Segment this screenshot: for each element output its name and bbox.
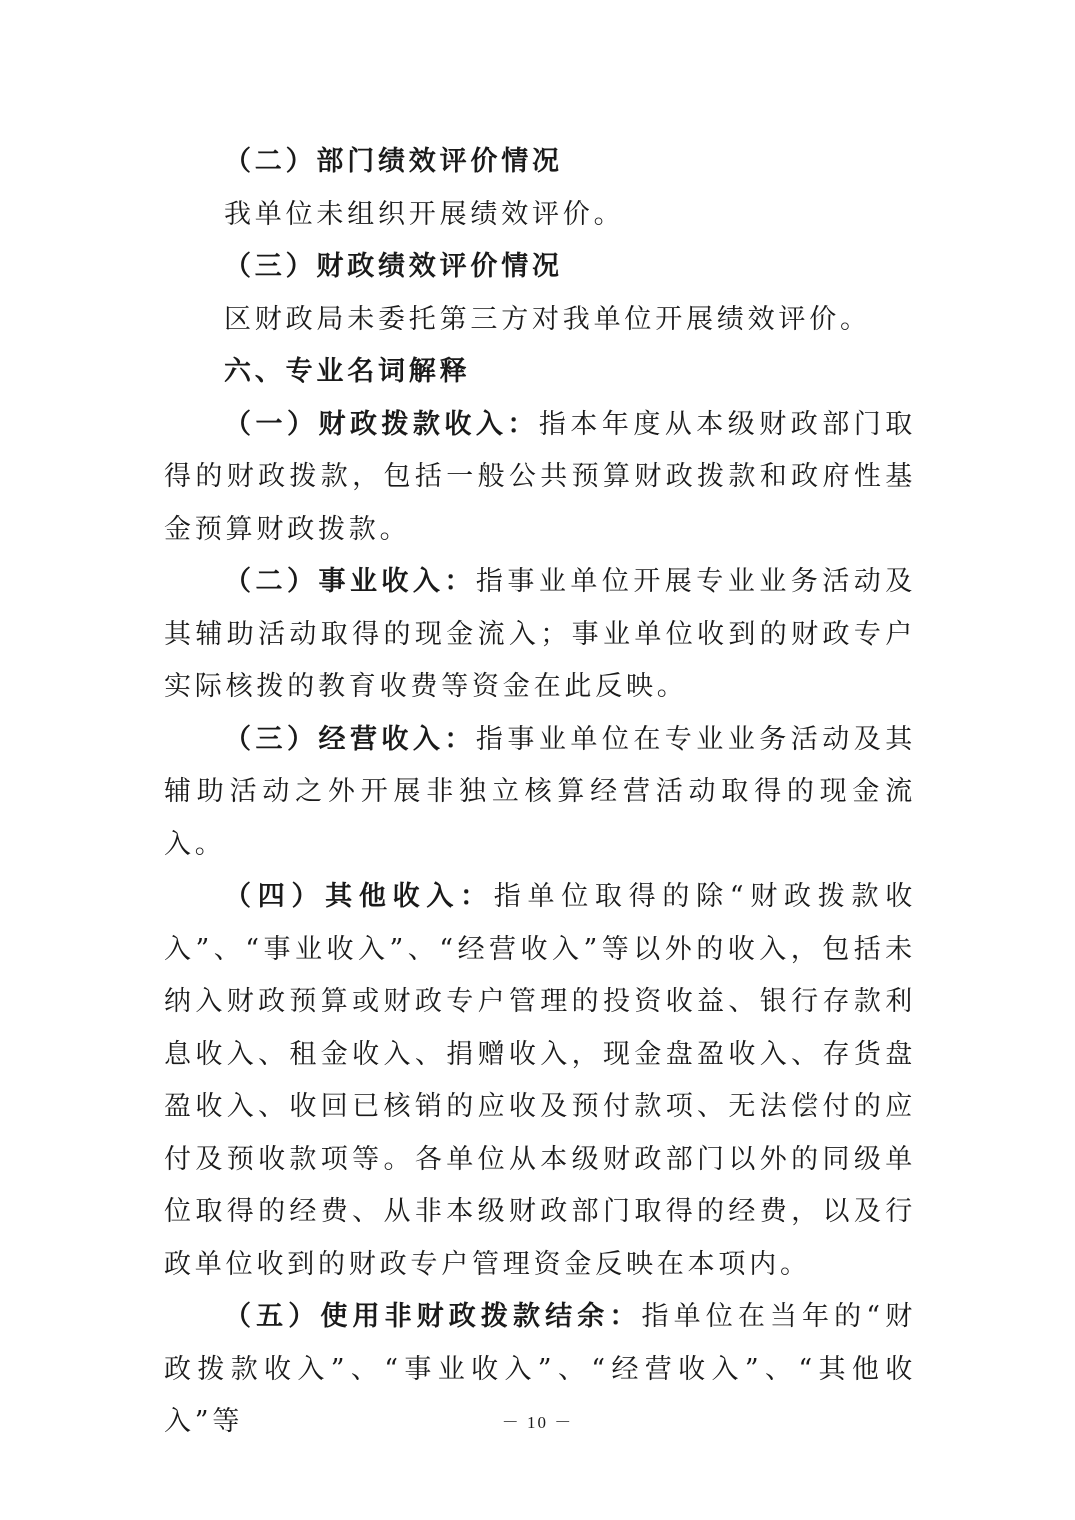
term-definition: 指单位在当年的“财政拨款收入”、“事业收入”、“经营收入”、“其他收入”等 xyxy=(164,1301,916,1437)
term-paragraph xyxy=(164,556,916,714)
glossary-heading: 六、专业名词解释 xyxy=(224,356,471,387)
term-definition: 指事业单位在专业业务活动及其辅助活动之外开展非独立核算经营活动取得的现金流入。 xyxy=(164,723,916,860)
term-paragraph xyxy=(164,714,916,872)
page-content xyxy=(164,136,916,1449)
term-label: （一）财政拨款收入： xyxy=(224,408,539,440)
term-label: （五）使用非财政拨款结余： xyxy=(224,1301,642,1332)
page-number: － 10 － xyxy=(501,1413,574,1432)
term-label: （二）事业收入： xyxy=(224,566,476,597)
dept-eval-text: 我单位未组织开展绩效评价。 xyxy=(224,198,625,230)
term-label: （四）其他收入： xyxy=(224,881,494,912)
dept-eval-heading: （二）部门绩效评价情况 xyxy=(224,146,563,177)
term-definition: 指本年度从本级财政部门取得的财政拨款，包括一般公共预算财政拨款和政府性基金预算财政拨款。 xyxy=(164,408,916,545)
term-paragraph xyxy=(164,399,916,557)
fin-eval-heading: （三）财政绩效评价情况 xyxy=(224,251,563,282)
term-label: （三）经营收入： xyxy=(224,723,476,755)
term-definition: 指事业单位开展专业业务活动及其辅助活动取得的现金流入；事业单位收到的财政专户实际核拨的教育收费等资金在此反映。 xyxy=(164,566,916,702)
term-definition: 指单位取得的除“财政拨款收入”、“事业收入”、“经营收入”等以外的收入，包括未纳入财政预算或财政专户管理的投资收益、银行存款利息收入、租金收入、捐赠收入，现金盘盈收入、存货盘盈收入、收回已核销的应收及预付款项、无法偿付的应付及预收款项等。各单位从本级财政部门以外的同级单位取得的经费、从非本级财政部门取得的经费，以及行政单位收到的财政专户管理资金反映在本项内。 xyxy=(164,881,917,1280)
term-paragraph xyxy=(164,871,916,1291)
fin-eval-text: 区财政局未委托第三方对我单位开展绩效评价。 xyxy=(224,303,871,335)
